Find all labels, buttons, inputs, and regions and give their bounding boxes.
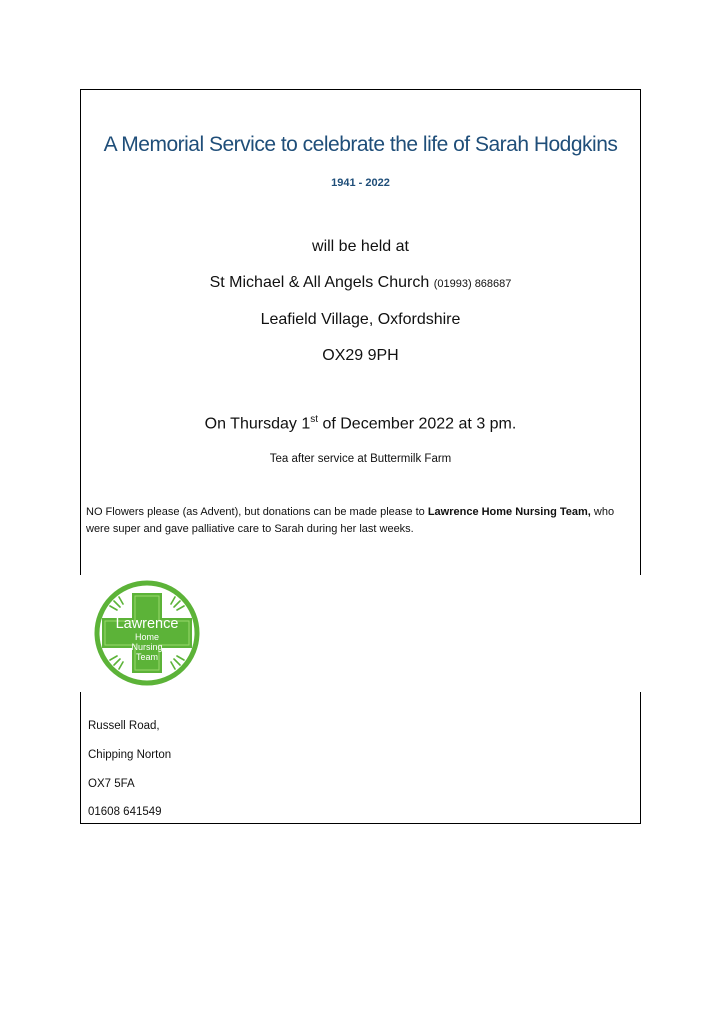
venue-village: Leafield Village, Oxfordshire — [260, 311, 461, 328]
note-text-1: NO Flowers please (as Advent), but donations can be made please to — [86, 506, 428, 518]
address-phone: 01608 641549 — [88, 806, 162, 818]
date-suffix: of December 2022 at 3 pm. — [318, 415, 517, 433]
venue-postcode: OX29 9PH — [322, 347, 399, 364]
address-street: Russell Road, — [88, 720, 160, 732]
church-phone: (01993) 868687 — [433, 278, 512, 290]
date-prefix: On Thursday 1 — [204, 415, 311, 433]
address-postcode: OX7 5FA — [88, 778, 135, 790]
page-title: A Memorial Service to celebrate the life of Sarah Hodgkins — [103, 133, 618, 156]
date-ordinal: st — [310, 414, 318, 425]
lawrence-logo — [89, 579, 205, 692]
church-name: St Michael & All Angels Church — [209, 274, 430, 291]
logo-line-nursing: Nursing — [131, 642, 163, 652]
note-charity-name: Lawrence Home Nursing Team, — [427, 506, 591, 518]
service-date — [80, 414, 641, 433]
notice-frame-top — [80, 89, 641, 575]
venue-intro: will be held at — [312, 238, 409, 255]
note-text-2: who were super and gave palliative care to Sarah during her last weeks. — [86, 506, 615, 535]
donation-note — [86, 504, 626, 538]
logo-name: Lawrence — [115, 616, 179, 632]
logo-graphic — [89, 579, 205, 687]
venue-church-line — [80, 274, 641, 292]
life-years: 1941 - 2022 — [331, 177, 390, 189]
address-town: Chipping Norton — [88, 749, 172, 761]
tea-note: Tea after service at Buttermilk Farm — [269, 453, 452, 465]
logo-line-team: Team — [135, 652, 159, 662]
logo-line-home: Home — [134, 632, 160, 642]
